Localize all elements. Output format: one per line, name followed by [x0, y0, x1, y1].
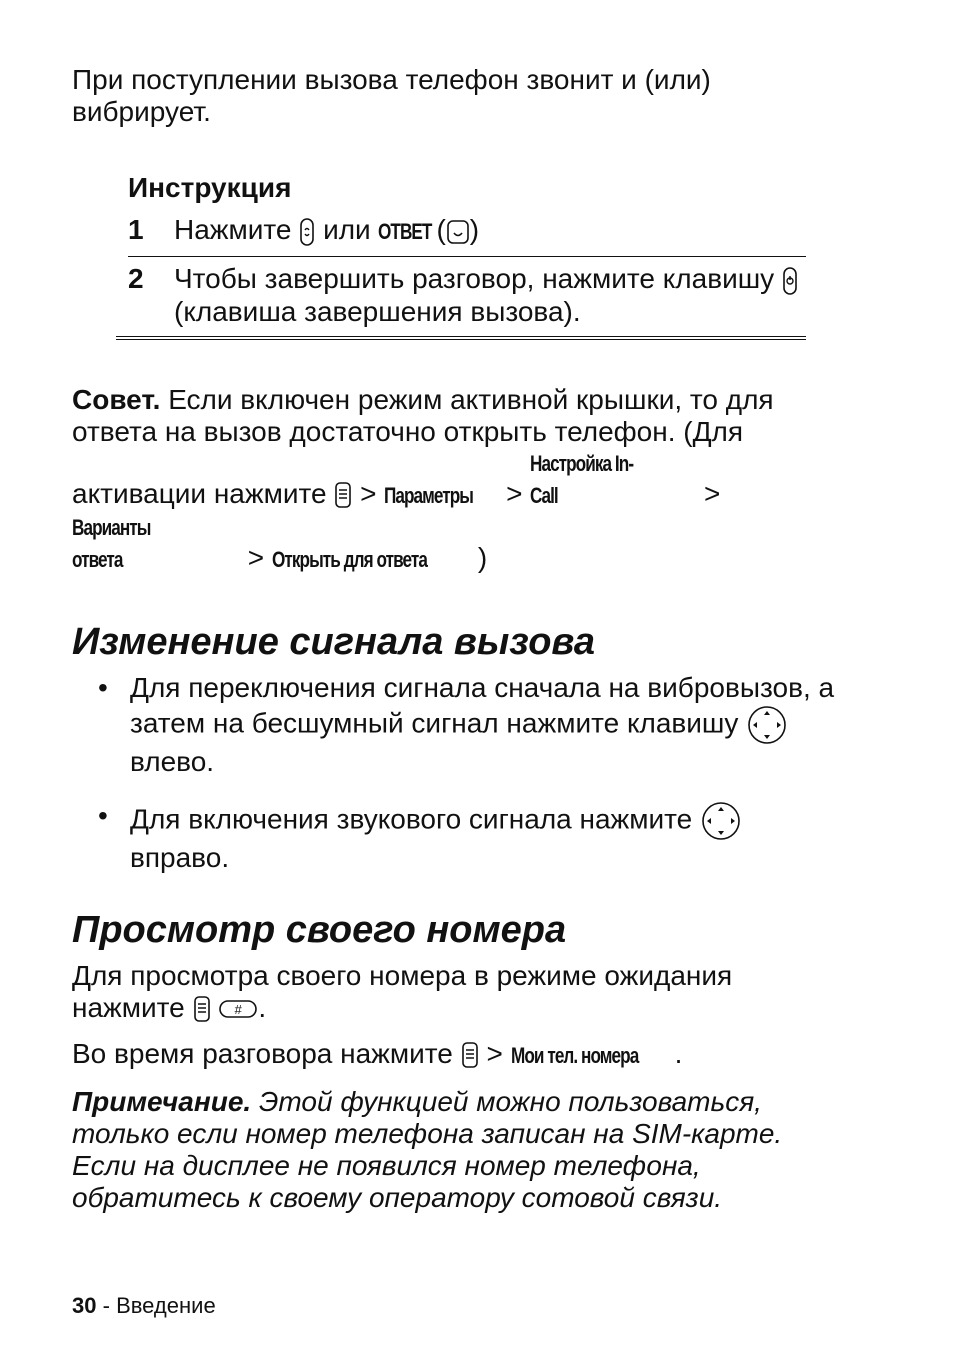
tip-label: Совет. [72, 383, 161, 415]
intro-paragraph: При поступлении вызова телефон звонит и (или) вибрирует. [72, 64, 711, 127]
instruction-step-1 [128, 214, 806, 257]
ring-bullet-list [72, 672, 842, 874]
step-number: 2 [128, 263, 144, 294]
footer-section: Введение [116, 1293, 216, 1318]
menu-answer-options: Варианты ответа [72, 514, 151, 572]
section-title-ring-change: Изменение сигнала вызова [72, 620, 596, 663]
page-number: 30 [72, 1293, 97, 1318]
pound-key-icon [218, 998, 258, 1020]
instruction-step-2 [116, 257, 806, 340]
list-item: • Для переключения сигнала сначала на вибровызов, а затем на бесшумный сигнал нажмите клавишу влево. [98, 671, 835, 777]
my-number-paragraph: Для просмотра своего номера в режиме ожидания нажмите # . [72, 959, 733, 1023]
menu-my-numbers: Мои тел. номера [510, 1042, 638, 1068]
end-key-icon [782, 266, 798, 296]
page-footer: 30 - Введение [72, 1293, 216, 1318]
step-number: 1 [128, 214, 144, 245]
in-call-paragraph: Во время разговора нажмите > Мои тел. номера . [72, 1038, 842, 1072]
nav-key-icon [746, 704, 788, 746]
note-paragraph: Примечание. Этой функцией можно пользоваться, только если номер телефона записан на SIM-карте. Если на дисплее не появился номер телефона, обратитесь к своему оператору сотовой связи. [72, 1085, 783, 1213]
menu-key-icon [193, 995, 211, 1023]
menu-key-icon [334, 481, 352, 509]
soft-key-icon [446, 218, 470, 246]
instructions-block [128, 172, 806, 340]
note-label: Примечание. [72, 1085, 252, 1117]
instructions-heading: Инструкция [128, 172, 292, 203]
send-key-icon [299, 217, 315, 247]
section-title-my-number: Просмотр своего номера [72, 908, 567, 951]
menu-open-to-answer: Открыть для ответа [271, 546, 427, 572]
menu-settings: Параметры [384, 482, 474, 508]
step-text: Чтобы завершить разговор, нажмите клавишу (клавиша завершения вызова). [174, 263, 806, 328]
nav-key-icon [700, 800, 742, 842]
page-content [72, 64, 842, 1214]
menu-in-call-setup: Настройка In-Call [530, 450, 634, 508]
menu-key-icon [461, 1041, 479, 1069]
step-text: Нажмите или ОТВЕТ ( ) [174, 214, 806, 248]
menu-answer: ОТВЕТ [378, 219, 432, 244]
tip-paragraph: Совет. Если включен режим активной крышки, то для ответа на вызов достаточно открыть телефон. (Для активации нажмите > Параметры > Настройка In-Call > Варианты ответа > Открыть для ответа ) [72, 384, 842, 576]
list-item: • Для включения звукового сигнала нажмите вправо. [72, 800, 842, 874]
svg-text:#: # [234, 1002, 242, 1018]
